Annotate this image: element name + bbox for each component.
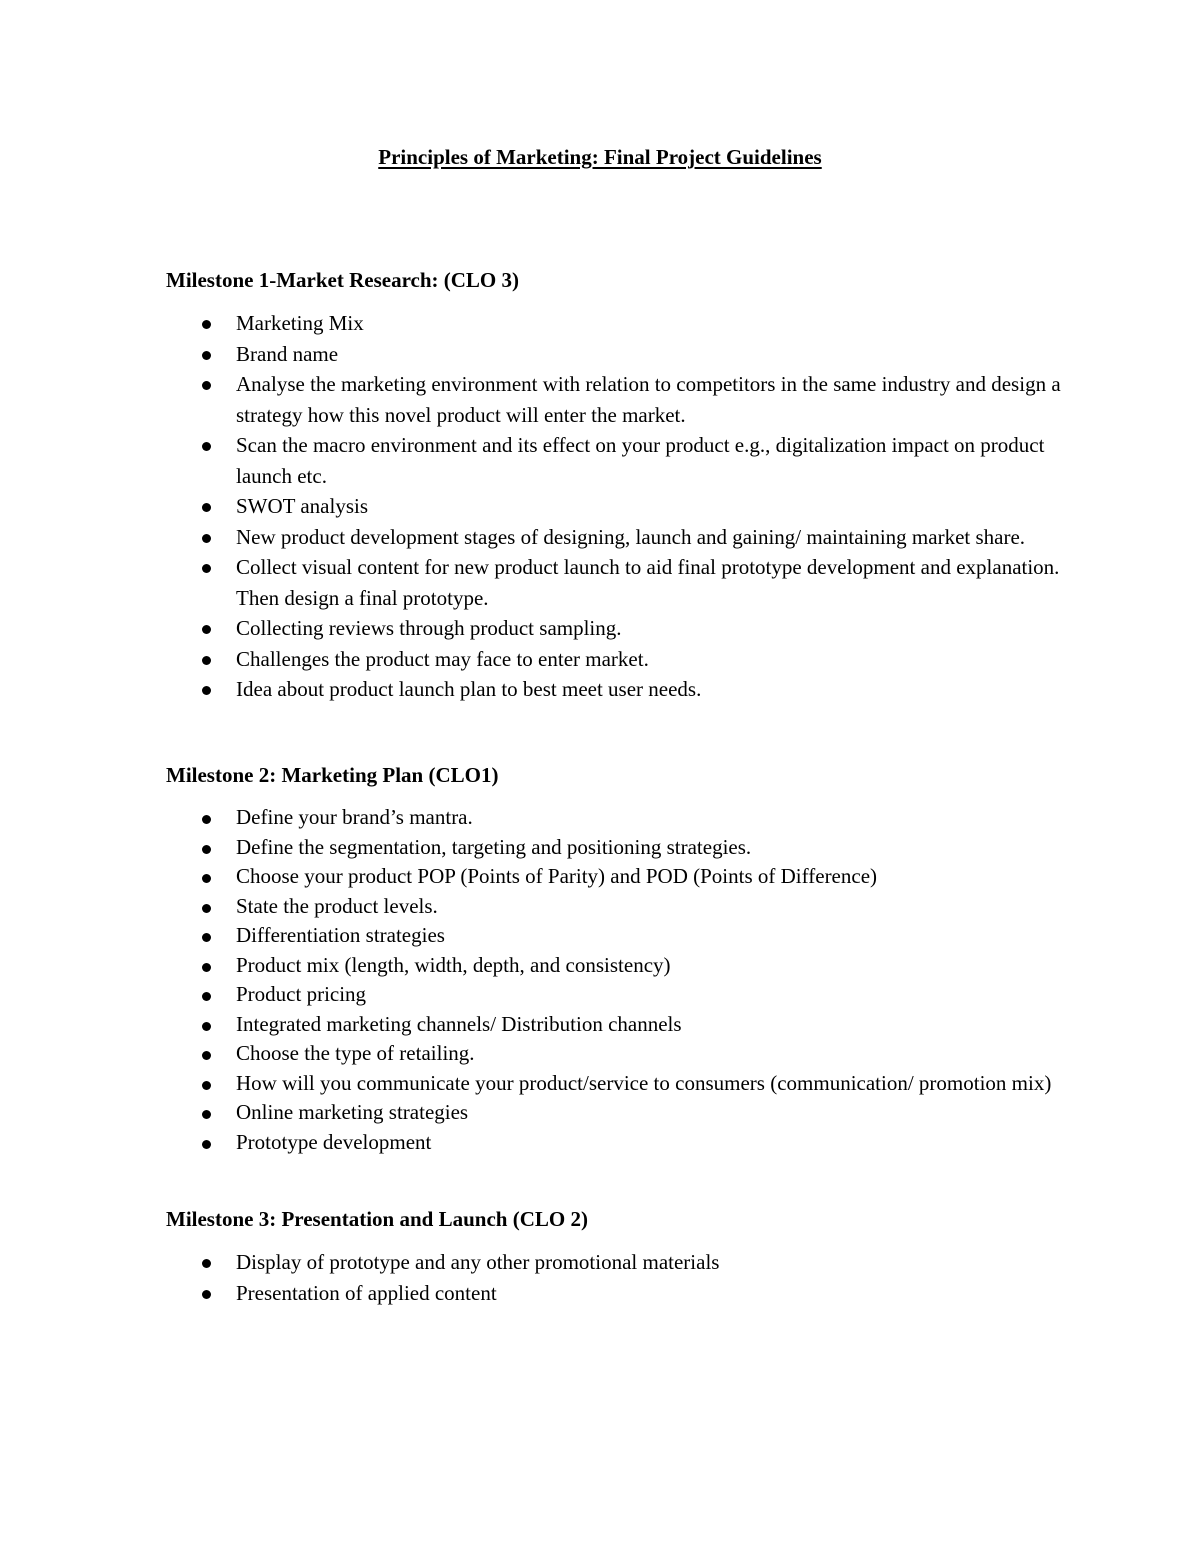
list-item: Scan the macro environment and its effect on your product e.g., digitalization impact on product launch etc. [166,430,1086,491]
list-item: Define the segmentation, targeting and positioning strategies. [166,833,1086,863]
bullet-icon [202,992,211,1001]
bullet-icon [202,1110,211,1119]
milestone-2-heading: Milestone 2: Marketing Plan (CLO1) [166,763,499,787]
list-item: Collecting reviews through product sampling. [166,613,1086,644]
list-item: Define your brand’s mantra. [166,803,1086,833]
list-item: Marketing Mix [166,308,1086,339]
bullet-icon [202,1051,211,1060]
list-item: Product mix (length, width, depth, and consistency) [166,951,1086,981]
bullet-icon [202,656,211,665]
bullet-icon [202,686,211,695]
bullet-icon [202,904,211,913]
milestone-1-section [166,265,1086,705]
list-item: Choose the type of retailing. [166,1039,1086,1069]
list-item: Collect visual content for new product launch to aid final prototype development and explanation. Then design a final prototype. [166,552,1086,613]
list-item: Product pricing [166,980,1086,1010]
list-item: Differentiation strategies [166,921,1086,951]
list-item: Online marketing strategies [166,1098,1086,1128]
milestone-2-section [166,760,1086,1157]
bullet-icon [202,381,211,390]
list-item: SWOT analysis [166,491,1086,522]
list-item: Challenges the product may face to enter market. [166,644,1086,675]
list-item: How will you communicate your product/service to consumers (communication/ promotion mix) [166,1069,1086,1099]
milestone-2-list [166,803,1086,1157]
list-item: State the product levels. [166,892,1086,922]
bullet-icon [202,1290,211,1299]
bullet-icon [202,564,211,573]
list-item: Presentation of applied content [166,1278,1086,1309]
bullet-icon [202,534,211,543]
milestone-3-heading: Milestone 3: Presentation and Launch (CLO 2) [166,1207,588,1231]
list-item: Idea about product launch plan to best meet user needs. [166,674,1086,705]
list-item: New product development stages of designing, launch and gaining/ maintaining market share. [166,522,1086,553]
bullet-icon [202,1140,211,1149]
list-item: Prototype development [166,1128,1086,1158]
bullet-icon [202,625,211,634]
milestone-1-heading: Milestone 1-Market Research: (CLO 3) [166,268,520,292]
milestone-3-list [166,1247,1086,1309]
milestone-3-section [166,1204,1086,1309]
bullet-icon [202,933,211,942]
bullet-icon [202,815,211,824]
bullet-icon [202,1259,211,1268]
document-title: Principles of Marketing: Final Project Guidelines [378,145,822,169]
bullet-icon [202,1081,211,1090]
milestone-1-list [166,308,1086,705]
bullet-icon [202,874,211,883]
list-item: Analyse the marketing environment with relation to competitors in the same industry and design a strategy how this novel product will enter the market. [166,369,1086,430]
bullet-icon [202,351,211,360]
bullet-icon [202,1022,211,1031]
list-item: Choose your product POP (Points of Parity) and POD (Points of Difference) [166,862,1086,892]
list-item: Brand name [166,339,1086,370]
bullet-icon [202,442,211,451]
list-item: Integrated marketing channels/ Distribution channels [166,1010,1086,1040]
bullet-icon [202,320,211,329]
bullet-icon [202,845,211,854]
bullet-icon [202,963,211,972]
bullet-icon [202,503,211,512]
list-item: Display of prototype and any other promotional materials [166,1247,1086,1278]
